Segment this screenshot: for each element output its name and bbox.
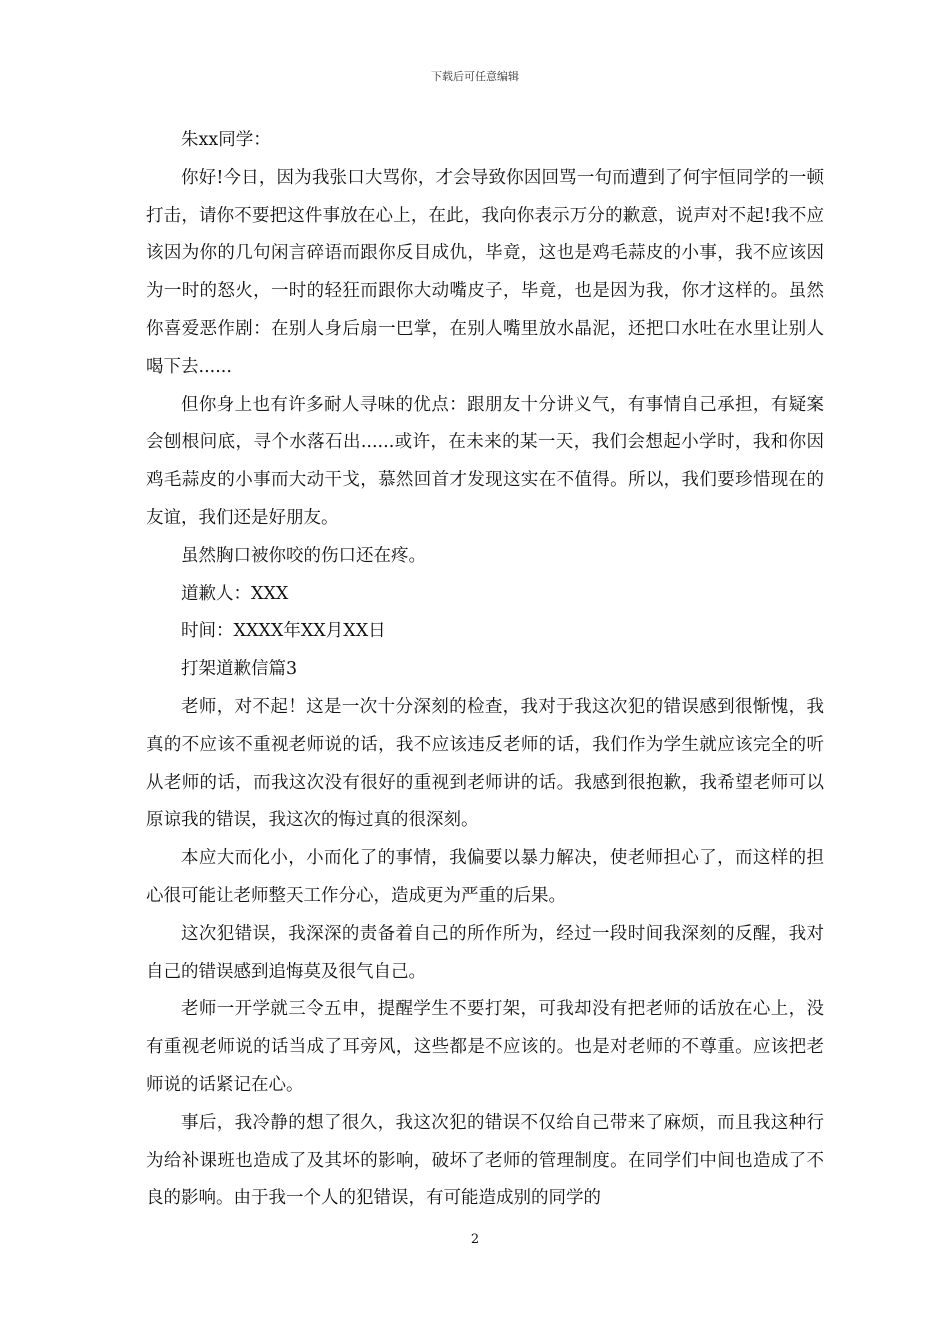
paragraph: 但你身上也有许多耐人寻味的优点：跟朋友十分讲义气，有事情自己承担，有疑案会刨根问底，寻个水落石出......或许，在未来的某一天，我们会想起小学时，我和你因鸡毛蒜皮的小事而大动干戈，慕然回首才发现这实在不值得。所以，我们要珍惜现在的友谊，我们还是好朋友。	[146, 394, 824, 528]
document-body	[146, 122, 824, 1218]
paragraph: 你好!今日，因为我张口大骂你，才会导致你因回骂一句而遭到了何宇恒同学的一顿打击，请你不要把这件事放在心上，在此，我向你表示万分的歉意，说声对不起!我不应该因为你的几句闲言碎语而跟你反目成仇，毕竟，这也是鸡毛蒜皮的小事，我不应该因为一时的怒火，一时的轻狂而跟你大动嘴皮子，毕竟，也是因为我，你才这样的。虽然你喜爱恶作剧：在别人身后扇一巴掌，在别人嘴里放水晶泥，还把口水吐在水里让别人喝下去......	[146, 167, 824, 377]
paragraph: 这次犯错误，我深深的责备着自己的所作所为，经过一段时间我深刻的反醒，我对自己的错误感到追悔莫及很气自己。	[146, 923, 824, 982]
paragraph: 老师一开学就三令五申，提醒学生不要打架，可我却没有把老师的话放在心上，没有重视老师说的话当成了耳旁风，这些都是不应该的。也是对老师的不尊重。应该把老师说的话紧记在心。	[146, 999, 824, 1095]
paragraph: 事后，我冷静的想了很久，我这次犯的错误不仅给自己带来了麻烦，而且我这种行为给补课班也造成了及其坏的影响，破坏了老师的管理制度。在同学们中间也造成了不良的影响。由于我一个人的犯错误，有可能造成别的同学的	[146, 1112, 824, 1209]
salutation: 朱xx同学：	[181, 130, 271, 150]
signature-line: 道歉人：XXX	[181, 583, 289, 604]
page-header: 下载后可任意编辑	[431, 70, 519, 83]
date-line: 时间：XXXX年XX月XX日	[181, 621, 386, 642]
paragraph: 老师，对不起！这是一次十分深刻的检查，我对于我这次犯的错误感到很惭愧，我真的不应该不重视老师说的话，我不应该违反老师的话，我们作为学生就应该完全的听从老师的话，而我这次没有很好的重视到老师讲的话。我感到很抱歉，我希望老师可以原谅我的错误，我这次的悔过真的很深刻。	[146, 696, 824, 831]
paragraph: 虽然胸口被你咬的伤口还在疼。	[181, 545, 426, 566]
section-title: 打架道歉信篇3	[181, 659, 298, 680]
page-number: 2	[470, 1232, 480, 1247]
paragraph: 本应大而化小，小而化了的事情，我偏要以暴力解决，使老师担心了，而这样的担心很可能让老师整天工作分心，造成更为严重的后果。	[146, 848, 824, 906]
